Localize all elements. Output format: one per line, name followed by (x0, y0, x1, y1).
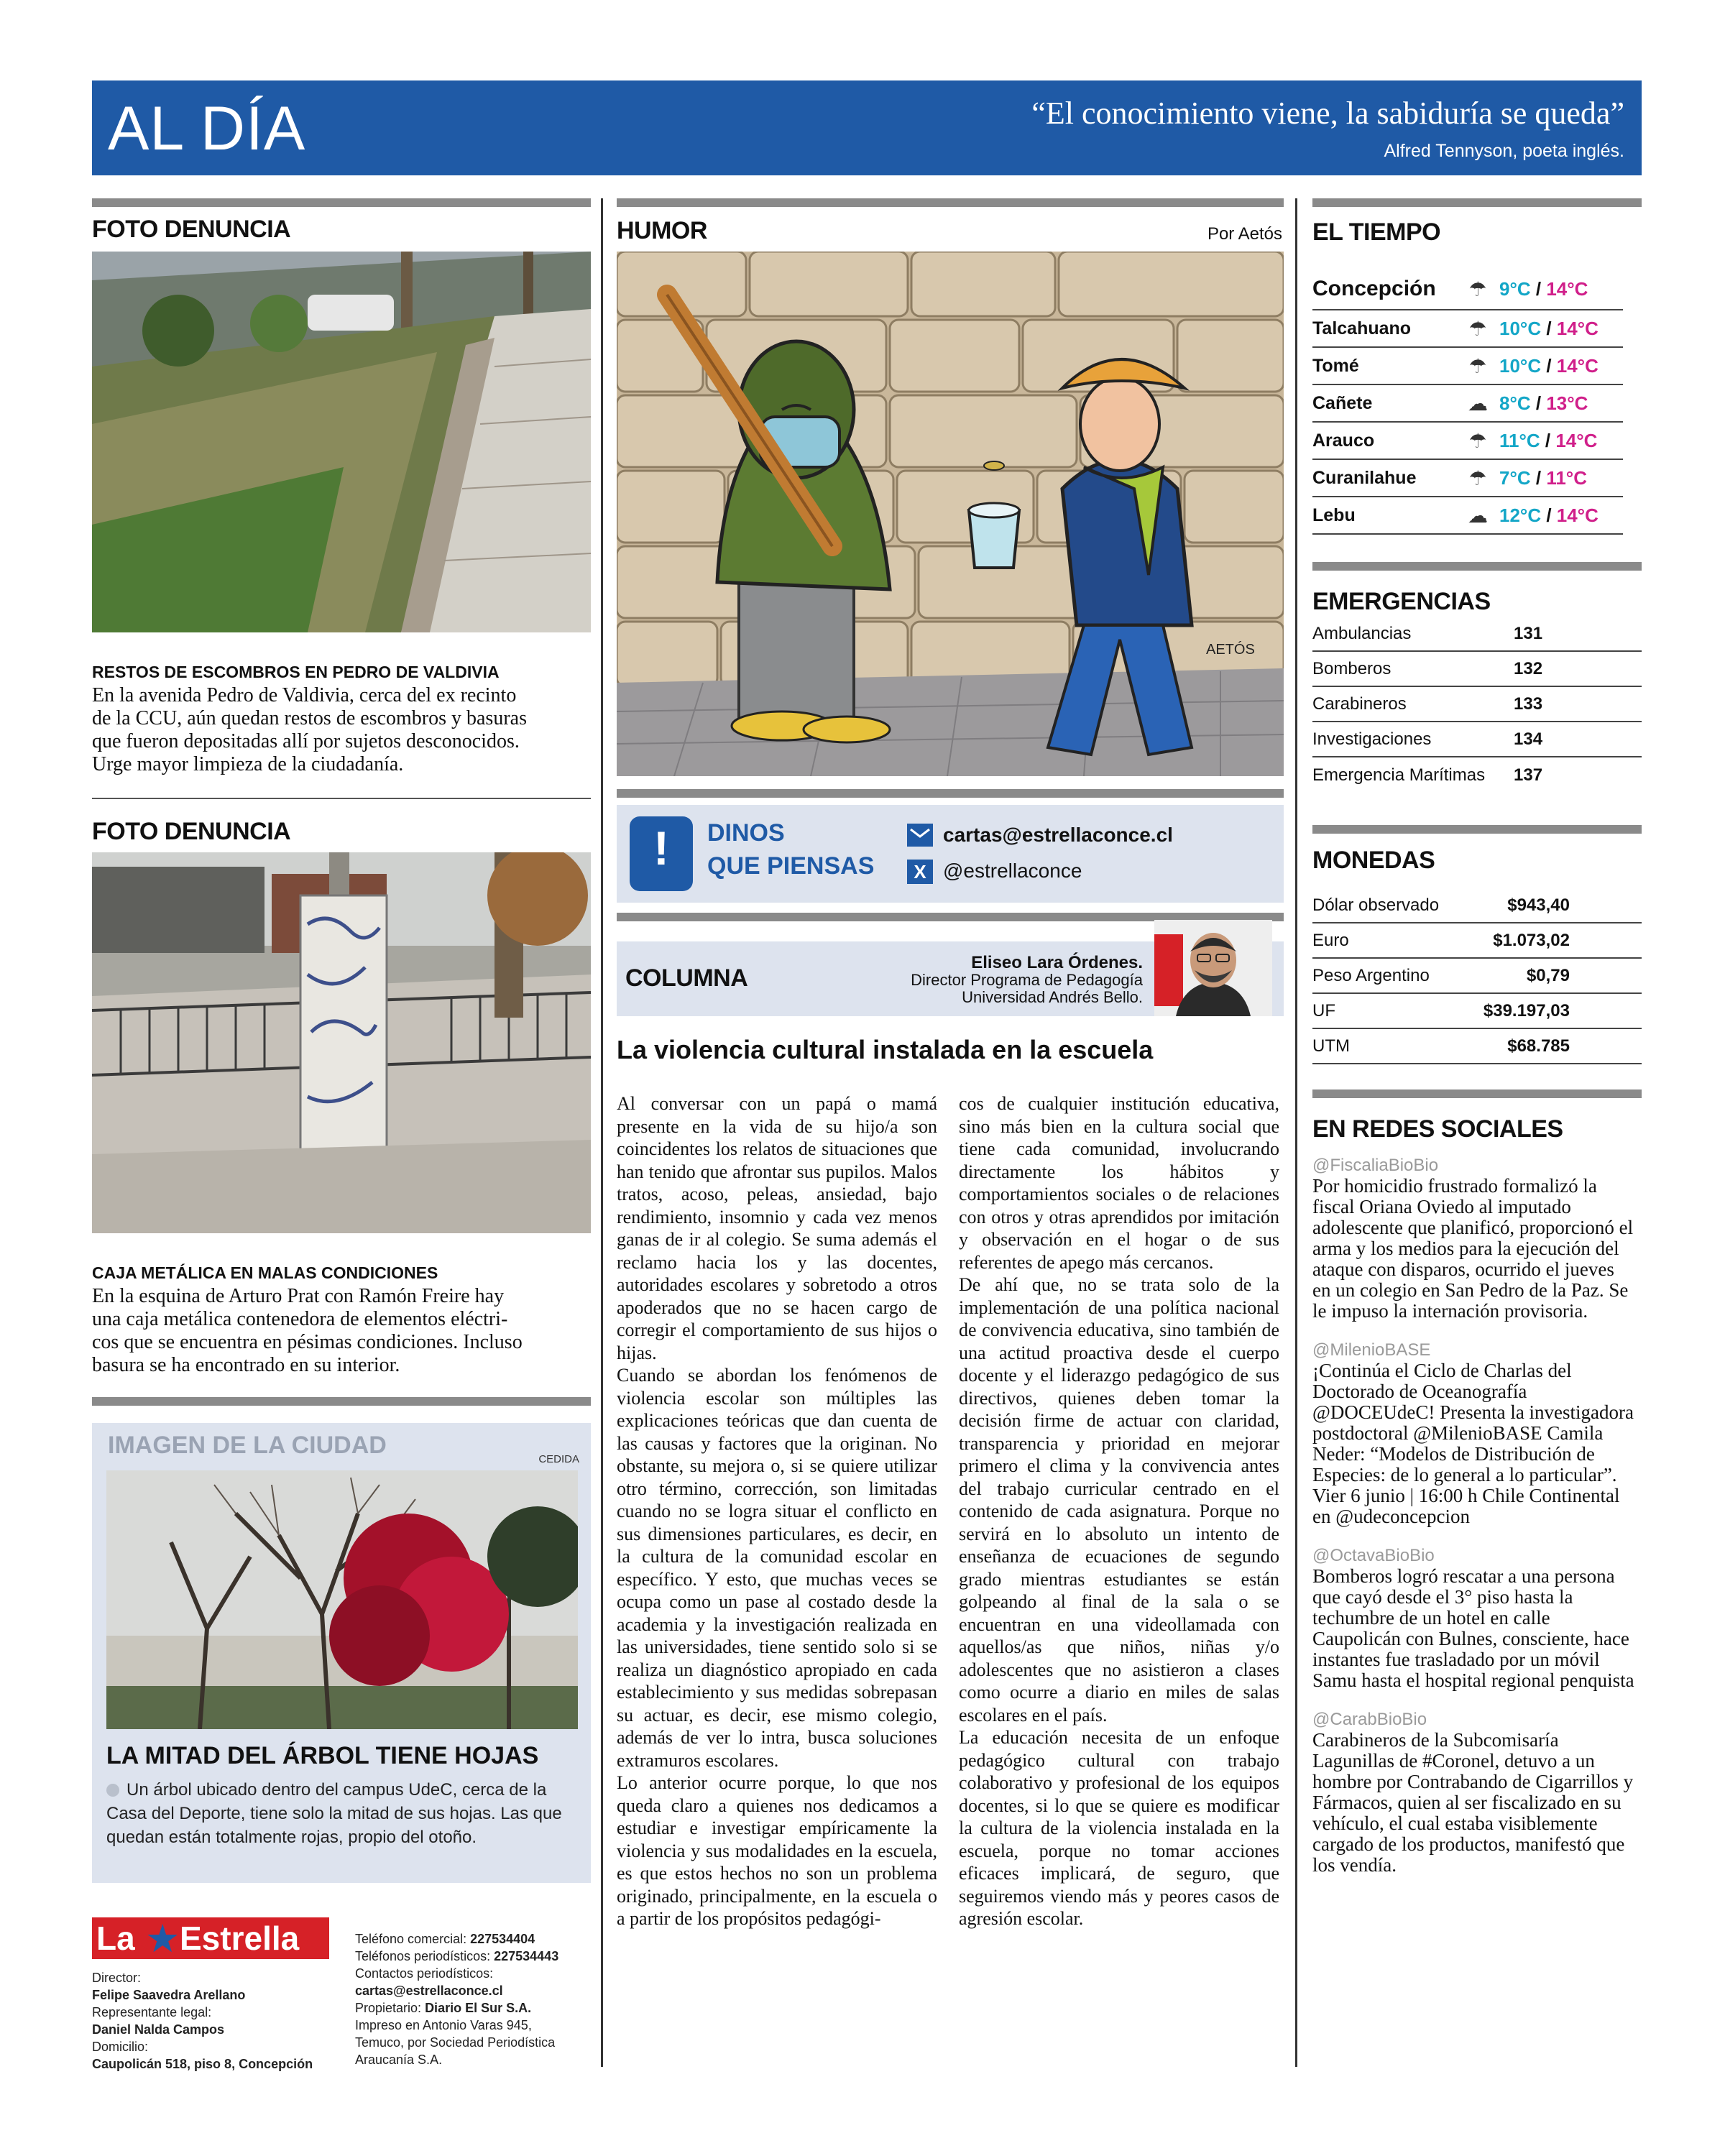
masthead-label: Teléfonos periodísticos: (355, 1949, 494, 1963)
social-post (1312, 1710, 1636, 1876)
emergency-row (1312, 722, 1642, 757)
redes-title: EN REDES SOCIALES (1312, 1115, 1563, 1143)
columna-headline: La violencia cultural instalada en la escuela (617, 1035, 1154, 1064)
photo-metal-box (92, 852, 591, 1233)
masthead-line (92, 2038, 313, 2055)
currency-value: $68.785 (1507, 1036, 1570, 1056)
temp-max: 14°C (1556, 317, 1598, 339)
currency-label: Euro (1312, 930, 1349, 950)
temp-max: 14°C (1556, 354, 1598, 377)
rain-cloud-icon: ☂ (1468, 277, 1487, 300)
column-separator (1295, 198, 1297, 2067)
masthead-value: 227534404 (470, 1932, 535, 1946)
social-post-text: Bomberos logró rescatar a una persona que cayó desde el 3° piso hasta la techumbre de un hotel en calle Caupolicán con Bulnes, consciente, hace instantes fue trasladado por un móvil Samu hasta el hospital regional penquista (1312, 1565, 1634, 1691)
emergency-number[interactable]: 133 (1514, 694, 1543, 714)
rain-cloud-icon: ☂ (1468, 466, 1487, 489)
masthead-value: Diario El Sur S.A. (425, 2001, 532, 2015)
foto-1-caption (92, 684, 591, 776)
foto-denuncia-2-title: FOTO DENUNCIA (92, 818, 291, 845)
weather-city: Tomé (1312, 355, 1359, 376)
caption-line: de la CCU, aún quedan restos de escombros y basuras (92, 707, 527, 729)
weather-table (1312, 269, 1623, 535)
masthead-line (355, 2051, 558, 2068)
currency-row (1312, 1029, 1642, 1064)
currency-label: UTM (1312, 1036, 1350, 1056)
social-post-text: Por homicidio frustrado formalizó la fiscal Oriana Oviedo al imputado adolescente que planificó, proporcionó el arma y los medios para la ejecución del ataque con disparos, ocurrido el jueves en un colegio en San Pedro de la Paz. Se le impuso la internación provisoria. (1312, 1175, 1634, 1322)
emergency-label: Carabineros (1312, 694, 1407, 714)
caption-line: quedan están totalmente rojas, propio del otoño. (106, 1828, 477, 1847)
weather-temps: 8°C / 13°C (1499, 392, 1588, 414)
divider (1312, 825, 1642, 834)
masthead-label: Contactos periodísticos: (355, 1966, 494, 1981)
masthead-value: 227534443 (494, 1949, 559, 1963)
la-estrella-logo (92, 1917, 329, 1959)
masthead-value: Felipe Saavedra Arellano (92, 1988, 246, 2002)
rain-cloud-icon: ☂ (1468, 429, 1487, 452)
photo-sidewalk-debris (92, 252, 591, 632)
caption-line: una caja metálica contenedora de elementos eléctri- (92, 1308, 508, 1330)
masthead-email-link[interactable]: cartas@estrellaconce.cl (355, 1984, 503, 1998)
emergency-number[interactable]: 137 (1514, 765, 1543, 785)
temp-max: 13°C (1546, 392, 1588, 414)
temp-min: 7°C (1499, 466, 1531, 489)
foto-1-caption-title: RESTOS DE ESCOMBROS EN PEDRO DE VALDIVIA (92, 663, 500, 681)
temp-min: 11°C (1499, 429, 1540, 451)
dinos-line: DINOS (707, 819, 785, 847)
star-icon: ★ (145, 1917, 180, 1961)
masthead-staff (92, 1969, 313, 2073)
foto-denuncia-1-title: FOTO DENUNCIA (92, 216, 291, 243)
weather-city: Lebu (1312, 505, 1356, 525)
columna-author-role: Universidad Andrés Bello. (962, 988, 1143, 1006)
weather-city: Curanilahue (1312, 467, 1417, 488)
masthead-label: Representante legal: (92, 2005, 212, 2019)
caption-line: En la esquina de Arturo Prat con Ramón Freire hay (92, 1285, 505, 1307)
rain-cloud-icon: ☂ (1468, 354, 1487, 377)
monedas-title: MONEDAS (1312, 847, 1435, 874)
currency-value: $1.073,02 (1493, 930, 1570, 950)
caption-line: que fueron depositadas allí por sujetos desconocidos. (92, 730, 520, 752)
emergency-label: Investigaciones (1312, 729, 1432, 749)
caption-text: Un árbol ubicado dentro del campus UdeC, cerca de la (126, 1780, 547, 1800)
social-post (1312, 1340, 1636, 1527)
weather-city: Cañete (1312, 392, 1373, 413)
masthead-label: Teléfono comercial: (355, 1932, 471, 1946)
header-quote: “El conocimiento viene, la sabiduría se queda” (1031, 96, 1624, 131)
emergency-label: Emergencia Marítimas (1312, 765, 1486, 785)
social-post (1312, 1546, 1636, 1691)
masthead-line (92, 2004, 313, 2021)
columna-author: Eliseo Lara Órdenes. (971, 953, 1143, 972)
bullet-icon (106, 1784, 119, 1797)
emergencias-list (1312, 617, 1642, 793)
emergencias-title: EMERGENCIAS (1312, 588, 1491, 615)
masthead-value: Impreso en Antonio Varas 945, (355, 2018, 532, 2032)
divider (92, 1397, 591, 1406)
email-icon (907, 824, 933, 847)
imagen-ciudad-caption (106, 1778, 581, 1849)
weather-row (1312, 310, 1623, 348)
weather-row (1312, 497, 1623, 535)
columna-author-block (911, 954, 1143, 1006)
social-handle-link[interactable]: @FiscaliaBioBio (1312, 1156, 1439, 1175)
weather-row (1312, 385, 1623, 423)
columna-author-role: Director Programa de Pedagogía (911, 971, 1143, 989)
temp-min: 10°C (1499, 317, 1542, 339)
imagen-ciudad-label: IMAGEN DE LA CIUDAD (108, 1432, 387, 1459)
currency-row (1312, 959, 1642, 994)
masthead-line (355, 1999, 558, 2017)
caption-line: basura se ha encontrado en su interior. (92, 1354, 400, 1376)
logo-text: La (96, 1920, 135, 1957)
caption-line: cos que se encuentra en pésimas condiciones. Incluso (92, 1331, 523, 1353)
currency-value: $39.197,03 (1483, 1000, 1570, 1021)
emergency-label: Ambulancias (1312, 623, 1412, 643)
humor-title: HUMOR (617, 217, 707, 244)
weather-city: Talcahuano (1312, 318, 1412, 338)
columna-title: COLUMNA (625, 964, 748, 992)
imagen-ciudad-box (92, 1423, 591, 1883)
masthead-value: Caupolicán 518, piso 8, Concepción (92, 2057, 313, 2071)
photo-half-red-tree (106, 1470, 578, 1729)
emergency-number[interactable]: 131 (1514, 623, 1543, 643)
social-handle-link[interactable]: @CarabBioBio (1312, 1710, 1427, 1729)
masthead-label: Director: (92, 1971, 142, 1985)
divider (1312, 562, 1642, 571)
temp-max: 11°C (1546, 466, 1587, 489)
masthead-line (92, 1969, 313, 1986)
dinos-x-handle-link[interactable]: @estrellaconce (943, 860, 1082, 882)
columna-body-col2 (959, 1092, 1279, 1930)
social-post (1312, 1156, 1636, 1322)
dinos-heading (707, 816, 874, 883)
paragraph: Cuando se abordan los fenómenos de violencia escolar son múltiples las explicaciones teóricas que dan cuenta de las causas y factores que la originan. No obstante, su mejora o, si se quiere utilizar otro término, corrección, son limitadas cuando no se logra situar el conflicto en sus dimensiones particulares, es decir, en la cultura de la comunidad escolar en específico. Y esto, que muchas veces se ocupa como un pase al costado desde la academia y la investigación realizada en las universidades, tiene sentido solo si se realiza un diagnóstico apropiado en cada establecimiento y sus medidas sobrepasan su actuar, es decir, ese mismo colegio, además de ver lo intra, busca soluciones extramuros escolares. (617, 1365, 937, 1771)
exclamation-icon: ! (630, 816, 693, 891)
masthead-label: Propietario: (355, 2001, 426, 2015)
monedas-list (1312, 888, 1642, 1064)
columna-body-col1 (617, 1092, 937, 1930)
cloud-icon: ☁ (1468, 392, 1488, 415)
masthead-value: Daniel Nalda Campos (92, 2022, 225, 2037)
temp-min: 8°C (1499, 392, 1531, 414)
x-logo-icon: X (907, 860, 933, 884)
masthead-line (355, 2017, 558, 2034)
divider (617, 789, 1284, 798)
masthead-contacts (355, 1930, 558, 2068)
foto-2-caption-title: CAJA METÁLICA EN MALAS CONDICIONES (92, 1263, 438, 1282)
weather-row (1312, 269, 1623, 310)
emergency-row (1312, 687, 1642, 722)
emergency-number[interactable]: 134 (1514, 729, 1543, 749)
social-post-text: ¡Continúa el Ciclo de Charlas del Doctorado de Oceanografía @DOCEUdeC! Presenta la investigadora postdoctoral @MilenioBASE Camila Neder: “Modelos de Distribución de Especies: de lo general a lo particular”. Vier 6 junio | 16:00 h Chile Continental en @udeconcepcion (1312, 1360, 1634, 1527)
masthead-line[interactable] (355, 1982, 558, 1999)
dinos-email-link[interactable]: cartas@estrellaconce.cl (943, 824, 1173, 846)
dinos-que-piensas-box (617, 805, 1284, 903)
weather-row (1312, 460, 1623, 497)
temp-min: 9°C (1499, 277, 1531, 300)
masthead-line (355, 1930, 558, 1948)
weather-temps: 9°C / 14°C (1499, 277, 1588, 300)
social-post-text: Carabineros de la Subcomisaría Lagunillas de #Coronel, detuvo a un hombre por Contrabando de Cigarrillos y Fármacos, quien al ser fiscalizado en su vehículo, el cual estaba visiblemente cargado de los productos, manifestó que los vendía. (1312, 1729, 1634, 1876)
caption-line (106, 1778, 581, 1802)
divider (92, 198, 591, 207)
weather-temps: 10°C / 14°C (1499, 317, 1598, 339)
temp-min: 12°C (1499, 504, 1542, 526)
currency-label: Peso Argentino (1312, 965, 1430, 985)
tiempo-title: EL TIEMPO (1312, 218, 1441, 246)
masthead-label: Domicilio: (92, 2040, 149, 2054)
author-avatar (1154, 920, 1272, 1016)
weather-temps: 10°C / 14°C (1499, 354, 1598, 377)
weather-temps: 11°C / 14°C (1499, 429, 1598, 451)
masthead-value: Temuco, por Sociedad Periodística (355, 2035, 556, 2050)
cloud-icon: ☁ (1468, 504, 1488, 527)
divider (92, 798, 591, 799)
currency-row (1312, 923, 1642, 959)
section-header-bar (92, 80, 1642, 175)
cartoon-signature: AETÓS (1206, 642, 1255, 658)
temp-max: 14°C (1546, 277, 1588, 300)
weather-city: Arauco (1312, 430, 1375, 451)
emergency-number[interactable]: 132 (1514, 658, 1543, 678)
caption-line: En la avenida Pedro de Valdivia, cerca del ex recinto (92, 684, 517, 706)
paragraph: Al conversar con un papá o mamá presente en la vida de su hijo/a son coincidentes los relatos de situaciones que han tenido que afrontar sus pupilos. Malos tratos, acoso, peleas, ansiedad, bajo rendimiento, insomnio y cada vez menos ganas de ir al colegio. Se suma además el reclamo hacia los y las docentes, autoridades escolares y sobretodo a otros apoderados que no se hacen cargo de corregir el comportamiento de sus hijos o hijas. (617, 1093, 937, 1363)
dinos-line: QUE PIENSAS (707, 852, 875, 880)
photo-credit: CEDIDA (538, 1453, 579, 1465)
weather-row (1312, 423, 1623, 460)
paragraph: De ahí que, no se trata solo de la implementación de una política nacional de convivencia educativa, sino también de una actitud proactiva desde el cuerpo docente y el liderazgo pedagógico de sus directivos, quienes deben tomar la decisión firme de actuar con claridad, transparencia y prioridad en mejorar primero el clima y la convivencia antes del trabajo curricular centrado en el contenido de cada asignatura. Porque no servirá en lo absoluto un intento de enseñanza de ecuaciones de segundo grado mientras estudiantes se están golpeando al final de la sala o se encuentran en una videollamada con aquellos/as que niños, niñas y/o adolescentes que no asistieron a clases como ocurre a diario en miles de salas escolares en el país. (959, 1274, 1279, 1726)
currency-row (1312, 994, 1642, 1029)
currency-label: Dólar observado (1312, 895, 1440, 915)
caption-line: Casa del Deporte, tiene solo la mitad de sus hojas. Las que (106, 1804, 562, 1823)
emergency-row (1312, 617, 1642, 652)
divider (617, 198, 1284, 207)
divider (1312, 198, 1642, 207)
currency-label: UF (1312, 1000, 1335, 1021)
temp-max: 14°C (1556, 504, 1598, 526)
masthead-line (355, 1965, 558, 1982)
currency-value: $943,40 (1507, 895, 1570, 915)
section-title: AL DÍA (108, 94, 306, 163)
header-quote-author: Alfred Tennyson, poeta inglés. (1384, 141, 1624, 161)
currency-row (1312, 888, 1642, 923)
temp-min: 10°C (1499, 354, 1542, 377)
social-handle-link[interactable]: @OctavaBioBio (1312, 1546, 1435, 1565)
rain-cloud-icon: ☂ (1468, 317, 1487, 340)
paragraph: Lo anterior ocurre porque, lo que nos queda claro a quienes nos dedicamos a estudiar e investigar empíricamente la violencia y sus modalidades en la escuela, es que estos hechos no son un problema originado, principalmente, en la escuela o a partir de los propósitos pedagógi- (617, 1772, 937, 1929)
weather-city: Concepción (1312, 277, 1436, 300)
divider (1312, 1089, 1642, 1098)
masthead-line (92, 2021, 313, 2038)
column-separator (601, 198, 603, 2067)
emergency-row (1312, 757, 1642, 793)
emergency-label: Bomberos (1312, 658, 1392, 678)
social-handle-link[interactable]: @MilenioBASE (1312, 1340, 1431, 1360)
masthead-line (92, 1986, 313, 2004)
caption-line: Urge mayor limpieza de la ciudadanía. (92, 753, 404, 775)
humor-byline: Por Aetós (1207, 224, 1282, 244)
emergency-row (1312, 652, 1642, 687)
humor-cartoon (617, 252, 1284, 776)
imagen-ciudad-title: LA MITAD DEL ÁRBOL TIENE HOJAS (106, 1742, 539, 1769)
masthead-line (355, 2034, 558, 2051)
social-feed (1312, 1156, 1636, 1876)
temp-max: 14°C (1555, 429, 1598, 451)
weather-temps: 12°C / 14°C (1499, 504, 1598, 526)
currency-value: $0,79 (1526, 965, 1570, 985)
masthead-line (92, 2055, 313, 2073)
weather-temps: 7°C / 11°C (1499, 466, 1587, 489)
masthead-value: Araucanía S.A. (355, 2053, 443, 2067)
masthead-line (355, 1948, 558, 1965)
paragraph: La educación necesita de un enfoque pedagógico cultural con trabajo colaborativo y profesional de los equipos docentes, si lo que se quiere es modificar la cultura de la violencia instalada en la escuela, porque no tomar acciones eficaces implicará, de seguro, que seguiremos viendo más y peores casos de agresión escolar. (959, 1727, 1279, 1929)
weather-row (1312, 348, 1623, 385)
logo-text: Estrella (180, 1920, 300, 1957)
foto-2-caption (92, 1285, 591, 1377)
paragraph: cos de cualquier institución educativa, sino más bien en la cultura social que tiene cada comunidad, involucrando directamente los hábitos y comportamientos sociales o de relaciones con otros y otras aprendidos por imitación y observación en el hogar o de sus referentes de apego más cercanos. (959, 1093, 1279, 1273)
